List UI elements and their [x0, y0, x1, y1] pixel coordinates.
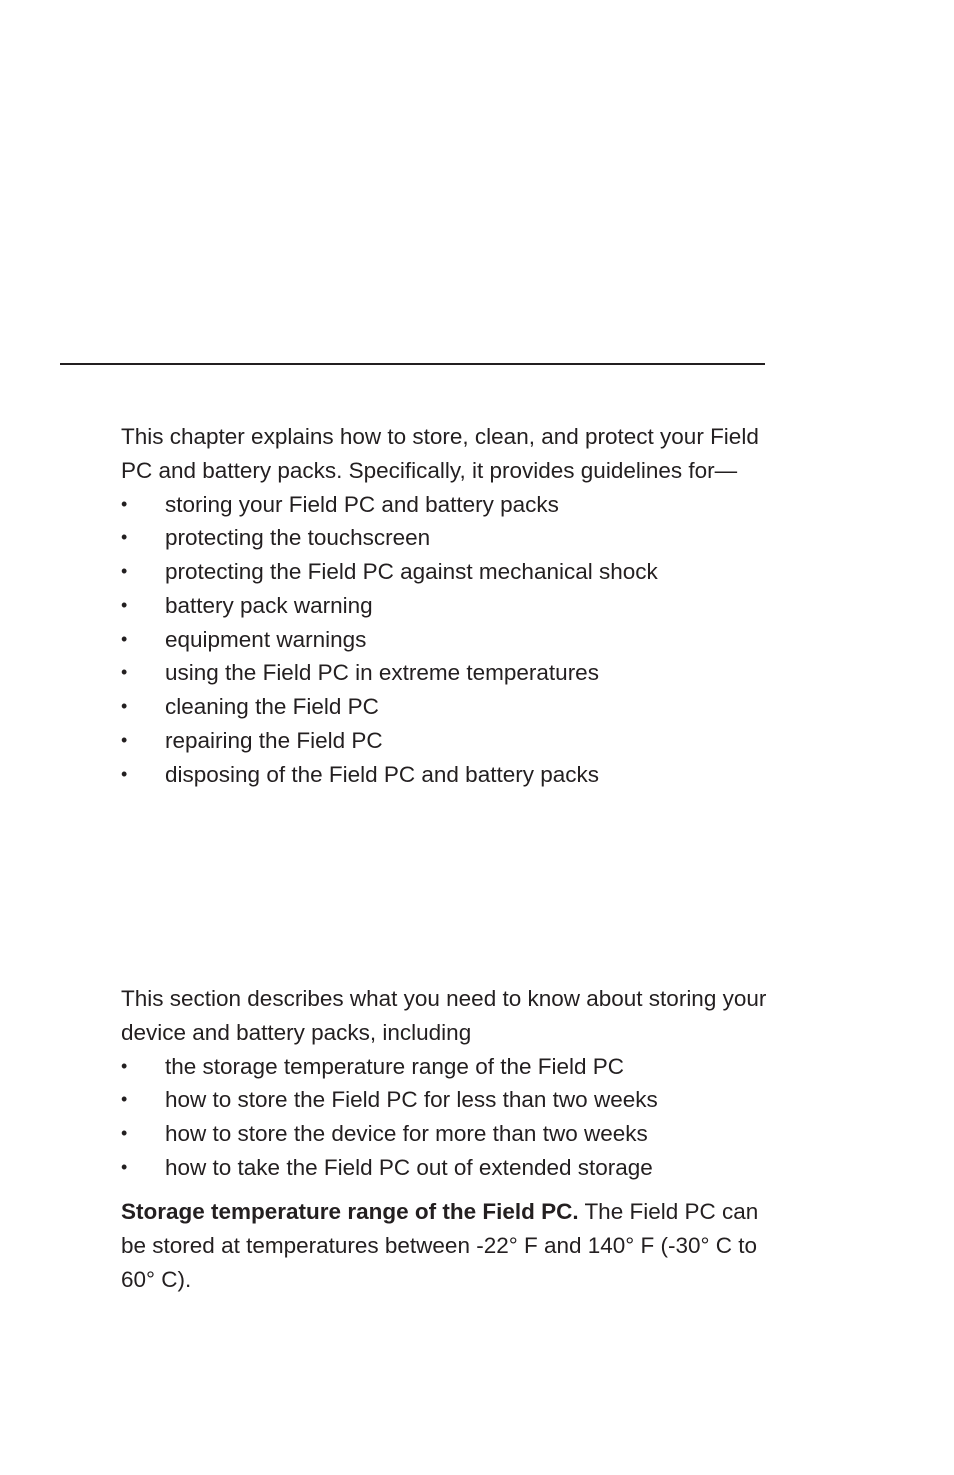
list-item: • how to store the Field PC for less than two weeks [121, 1083, 771, 1117]
list-item: • how to take the Field PC out of extended storage [121, 1151, 771, 1185]
storage-section [121, 982, 771, 1185]
bullet-icon: • [121, 594, 128, 615]
bullet-icon: • [121, 493, 128, 514]
storage-temperature-text: The Field PC can be stored at temperatures between -22° F and 140° F (-30° C to 60° C). [121, 1199, 759, 1292]
intro-section [121, 420, 771, 791]
list-item: • cleaning the Field PC [121, 690, 771, 724]
list-item: • how to store the device for more than two weeks [121, 1117, 771, 1151]
bullet-icon: • [121, 1055, 128, 1076]
bullet-icon: • [121, 1089, 128, 1110]
chapter-divider-rule [60, 363, 765, 365]
bullet-icon: • [121, 763, 128, 784]
intro-bullet-list [121, 488, 771, 792]
list-item: • equipment warnings [121, 623, 771, 657]
bullet-icon: • [121, 628, 128, 649]
bullet-icon: • [121, 527, 128, 548]
intro-paragraph: This chapter explains how to store, clean, and protect your Field PC and battery packs. Specifically, it provides guidelines for— [121, 424, 759, 483]
storage-paragraph: This section describes what you need to know about storing your device and battery packs, including [121, 986, 767, 1045]
list-item: • protecting the touchscreen [121, 521, 771, 555]
storage-temperature-paragraph [121, 1195, 771, 1296]
bullet-icon: • [121, 729, 128, 750]
storage-bullet-list [121, 1050, 771, 1185]
list-item: • protecting the Field PC against mechanical shock [121, 555, 771, 589]
bullet-icon: • [121, 662, 128, 683]
bullet-icon: • [121, 1156, 128, 1177]
list-item: • repairing the Field PC [121, 724, 771, 758]
storage-temperature-heading: Storage temperature range of the Field PC. [121, 1199, 579, 1224]
list-item: • disposing of the Field PC and battery packs [121, 758, 771, 792]
list-item: • the storage temperature range of the Field PC [121, 1050, 771, 1084]
list-item: • using the Field PC in extreme temperatures [121, 656, 771, 690]
list-item: • battery pack warning [121, 589, 771, 623]
bullet-icon: • [121, 1123, 128, 1143]
bullet-icon: • [121, 561, 128, 581]
bullet-icon: • [121, 696, 128, 716]
list-item: • storing your Field PC and battery packs [121, 488, 771, 522]
storage-temperature-section [121, 1195, 771, 1296]
